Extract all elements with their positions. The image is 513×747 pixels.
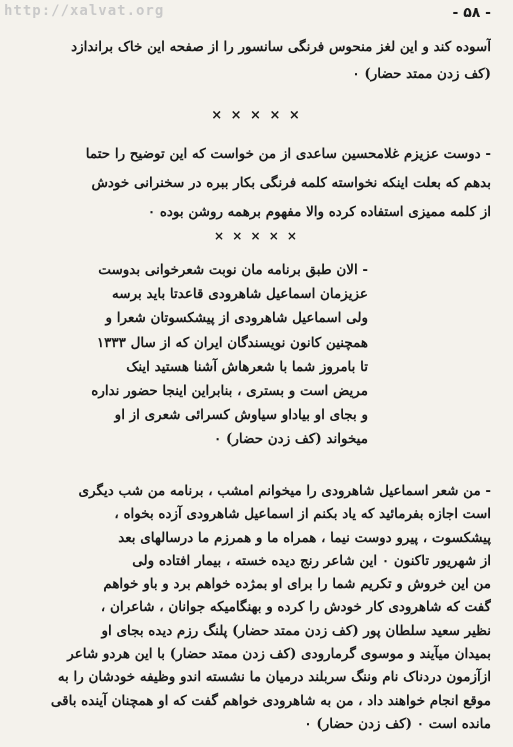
text-line: - من شعر اسماعیل شاهرودی را میخوانم امشب ، برنامه من شب دیگری <box>78 483 491 499</box>
text-line: - الان طبق برنامه مان نوبت شعرخوانی بدوست <box>98 262 368 278</box>
text-line: تا بامروز شما با شعرهاش آشنا هستید اینک <box>126 358 368 375</box>
text-line: از شهریور تاکنون ۰ این شاعر رنج دیده خسته ، بیمار افتاده ولی <box>132 552 491 569</box>
paragraph-censorship <box>22 34 491 88</box>
page-number: - ۵۸ - <box>452 5 491 21</box>
section-separator: × × × × × <box>214 229 299 243</box>
paragraph-shahroudi-intro <box>60 258 368 452</box>
text-line: بمیدان میآیند و موسوی گرمارودی (کف زدن ممتد حضار) با این هردو شاعر <box>67 646 491 663</box>
text-line: - دوست عزیزم غلامحسین ساعدی از من خواست که این توضیح را حتما <box>85 146 491 162</box>
paragraph-kasraei-speech <box>22 480 491 736</box>
text-line: مانده است ۰ (کف زدن حضار) ۰ <box>304 715 491 732</box>
text-line: عزیزمان اسماعیل شاهرودی قاعدتا باید برسه <box>112 286 368 303</box>
text-line: از کلمه ممیزی استفاده کرده والا مفهوم برهمه روشن بوده ۰ <box>147 204 491 220</box>
text-line: پیشکسوت ، پیرو دوست نیما ، همراه ما و همرزم ما درسالهای بعد <box>118 529 491 546</box>
text-line: و بجای او بیاداو سیاوش کسرائی شعری از او <box>114 407 368 424</box>
text-line: موقع انجام خواهند داد ، من به شاهرودی خواهم گفت که او همچنان آینده باقی <box>50 692 491 709</box>
text-line: مریض است و بستری ، بنابراین اینجا حضور نداره <box>91 383 368 400</box>
text-line: ازآزمون دردناک نام وننگ سربلند درمیان ما نشسته اندو وظیفه خودشان را به <box>57 669 491 686</box>
text-line: آسوده کند و این لغز منحوس فرنگی سانسور را از صفحه این خاک براندازد <box>71 39 491 55</box>
text-line: (کف زدن ممتد حضار) ۰ <box>352 66 491 82</box>
watermark-url: http://xalvat.org <box>4 3 165 19</box>
text-line: میخواند (کف زدن حضار) ۰ <box>214 431 368 448</box>
text-line: من این خروش و تکریم شما را برای او بمژده خواهم برد و باو خواهم <box>103 576 491 593</box>
paragraph-saedi-note <box>26 140 491 227</box>
text-line: همچنین کانون نویسندگان ایران که از سال ۱۳۳۳ <box>96 334 368 351</box>
section-separator: × × × × × <box>211 108 302 123</box>
text-line: نظیر سعید سلطان پور (کف زدن ممتد حضار) پلنگ رزم دیده بجای او <box>101 622 491 639</box>
text-line: بدهم که بعلت اینکه نخواسته کلمه فرنگی بکار ببره در سخنرانی خودش <box>91 175 491 191</box>
text-line: گفت که شاهرودی کار خودش را کرده و بهنگامیکه جوانان ، شاعران ، <box>100 599 491 616</box>
text-line: ولی اسماعیل شاهرودی از پیشکسوتان شعرا و <box>105 310 368 327</box>
text-line: است اجازه بفرمائید که یاد بکنم از اسماعیل شاهرودی آزده بخواه ، <box>114 506 491 523</box>
